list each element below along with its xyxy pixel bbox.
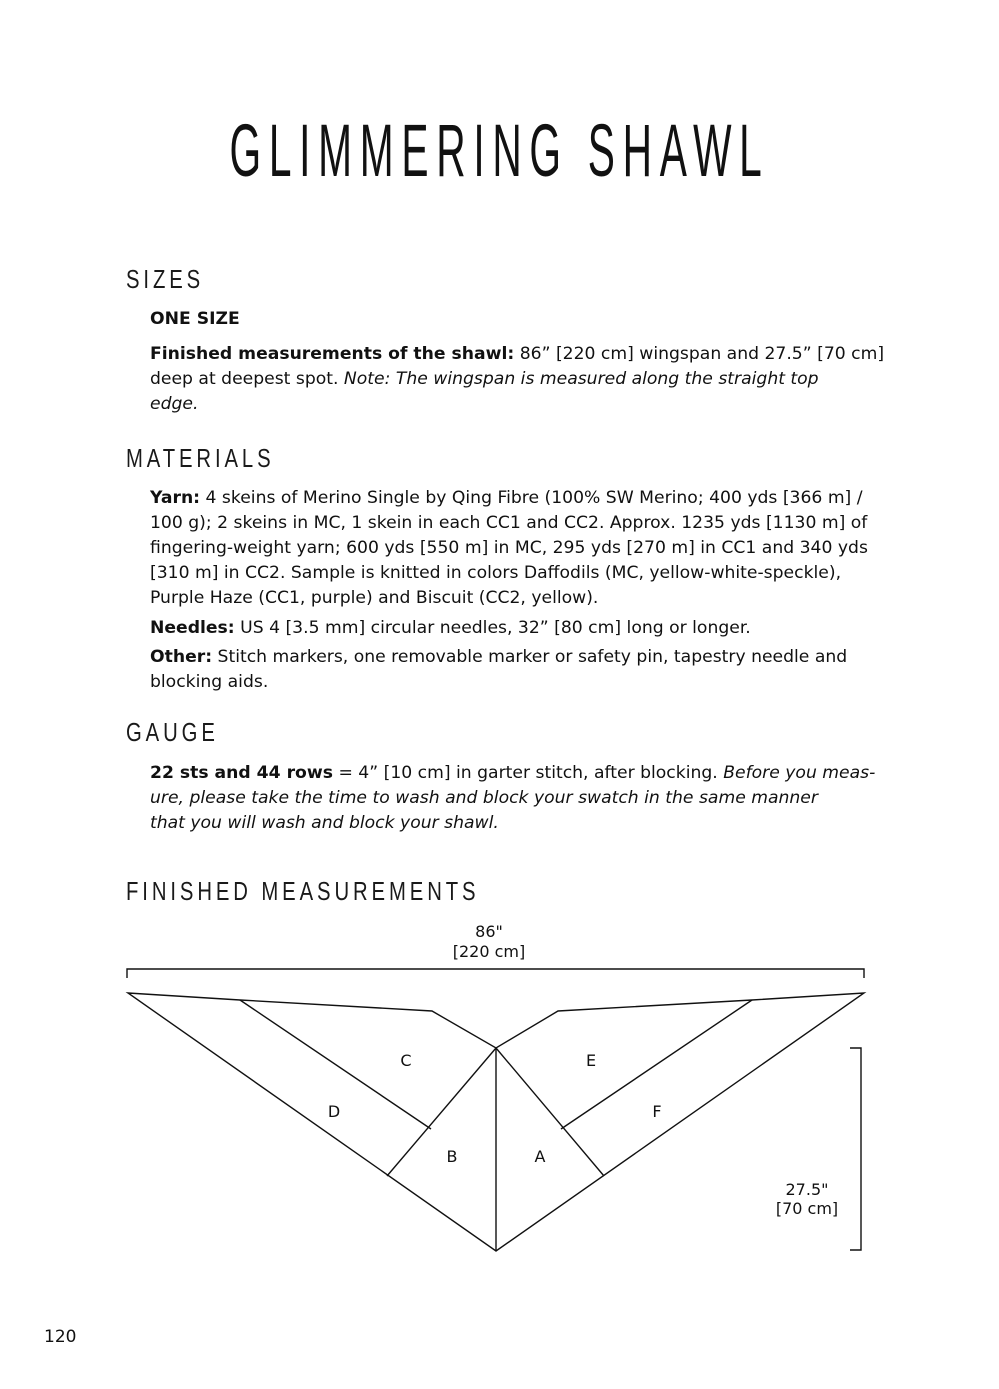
sizes-heading: SIZES (126, 264, 205, 294)
finished-heading: FINISHED MEASUREMENTS (126, 876, 480, 906)
width-cm: [220 cm] (452, 942, 526, 961)
yarn-line-5: Purple Haze (CC1, purple) and Biscuit (CC2, yellow). (150, 588, 599, 608)
measurement-text-2: deep at deepest spot. (150, 369, 344, 389)
size-label: ONE SIZE (150, 309, 240, 329)
yarn-line-3: fingering-weight yarn; 600 yds [550 m] in MC, 295 yds [270 m] in CC1 and 340 yds (150, 538, 868, 558)
yarn-line-2: 100 g); 2 skeins in MC, 1 skein in each CC1 and CC2. Approx. 1235 yds [1130 m] of (150, 513, 868, 533)
measurement-text: 86” [220 cm] wingspan and 27.5” [70 cm] (514, 344, 885, 364)
yarn-text: 4 skeins of Merino Single by Qing Fibre (100% SW Merino; 400 yds [366 m] / (200, 488, 863, 508)
needles-label: Needles: (150, 618, 235, 638)
other-text: Stitch markers, one removable marker or safety pin, tapestry needle and (212, 647, 848, 667)
depth-cm: [70 cm] (775, 1199, 839, 1218)
gauge-note-3: that you will wash and block your shawl. (150, 813, 499, 833)
section-label-c: C (400, 1051, 412, 1070)
other-label: Other: (150, 647, 213, 667)
yarn-label: Yarn: (150, 488, 201, 508)
yarn-line-4: [310 m] in CC2. Sample is knitted in colors Daffodils (MC, yellow-white-speckle), (150, 563, 842, 583)
page-number: 120 (44, 1327, 77, 1347)
section-label-d: D (327, 1102, 341, 1121)
depth-inches: 27.5" (785, 1180, 829, 1199)
gauge-heading: GAUGE (126, 717, 219, 747)
other-line-2: blocking aids. (150, 672, 269, 692)
measurement-note: Note: The wingspan is measured along the straight top (343, 369, 819, 389)
section-label-e: E (585, 1051, 597, 1070)
gauge-text: = 4” [10 cm] in garter stitch, after blocking. (332, 763, 724, 783)
page-title: GLIMMERING SHAWL (229, 109, 770, 192)
gauge-label: 22 sts and 44 rows (150, 763, 333, 783)
materials-heading: MATERIALS (126, 443, 275, 473)
section-label-b: B (446, 1147, 458, 1166)
depth-dimension-line (850, 1048, 861, 1250)
measurement-label: Finished measurements of the shawl: (150, 344, 515, 364)
width-inches: 86" (475, 922, 503, 941)
needles-text: US 4 [3.5 mm] circular needles, 32” [80 cm] long or longer. (234, 618, 751, 638)
section-label-f: F (652, 1102, 662, 1121)
gauge-note: Before you meas- (723, 763, 876, 783)
measurement-note-2: edge. (150, 394, 199, 414)
section-label-a: A (534, 1147, 546, 1166)
gauge-note-2: ure, please take the time to wash and block your swatch in the same manner (150, 788, 818, 808)
width-dimension-line (127, 969, 864, 978)
